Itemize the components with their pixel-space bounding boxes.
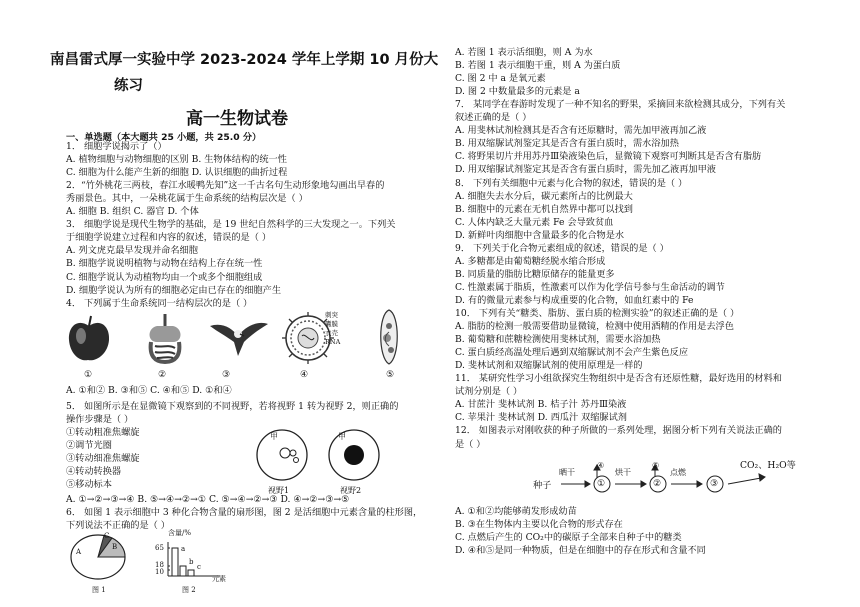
right-question-line: C. 将野果切片并用苏丹Ⅲ染液染色后，显微镜下观察可判断其是否含有脂肪 <box>455 151 762 163</box>
flow-node-4: ④ <box>597 461 605 470</box>
right-question-line: 试剂分别是（ ） <box>455 386 523 398</box>
q6-line-2: 下列说法不正确的是（ ） <box>66 520 170 531</box>
digestive-system-image <box>143 312 187 370</box>
bar-xlabel: 元素 <box>212 575 226 583</box>
right-question-line: B. 葡萄糖和蔗糖检测使用斐林试剂，需要水浴加热 <box>455 334 661 346</box>
bar-tick-10: 10 <box>155 568 164 576</box>
right-question-line: A. 若图 1 表示活细胞，则 A 为水 <box>455 47 593 58</box>
q5-line: ③转动细准焦螺旋 <box>66 453 140 465</box>
right-question-line: 11． 某研究性学习小组欲探究生物组织中是否含有还原性糖，最好选用的材料和 <box>455 373 782 385</box>
right-question-line: C. 苹果汁 斐林试剂 D. 西瓜汁 双缩脲试剂 <box>455 412 627 424</box>
image-label-4: ④ <box>300 369 309 380</box>
flow-products: CO₂、H₂O等 <box>740 460 796 471</box>
q12-option-line: C. 点燃后产生的 CO₂中的碳原子全部来自种子中的糖类 <box>455 532 682 544</box>
left-question-line: 3． 细胞学说是现代生物学的基础，是 19 世纪自然科学的三大发现之一。下列关 <box>66 219 396 231</box>
image-label-5: ⑤ <box>386 369 395 380</box>
q6-line-1: 6． 如图 1 表示细胞中 3 种化合物含量的扇形图，图 2 是活细胞中元素含量的柱形图， <box>66 507 423 518</box>
image-label-1: ① <box>84 369 93 380</box>
bar-label-c: c <box>197 563 201 571</box>
right-question-line: D. 有的微量元素参与构成重要的化合物，如血红素中的 Fe <box>455 294 694 306</box>
view1-label: 甲 <box>270 432 278 441</box>
right-question-line: C. 人体内缺乏大量元素 Fe 会导致贫血 <box>455 216 614 228</box>
flow-step-dry: 晒干 <box>559 468 575 477</box>
q12-option-line: A. ①和②均能够萌发形成幼苗 <box>455 506 577 517</box>
virus-label-4: RNA <box>325 338 341 346</box>
right-question-line: 叙述正确的是（ ） <box>455 112 532 124</box>
left-question-line: 4． 下列属于生命系统同一结构层次的是（ ） <box>66 297 253 309</box>
flow-seed: 种子 <box>533 480 552 491</box>
view-field-2 <box>327 428 381 486</box>
image-label-3: ③ <box>222 369 231 380</box>
right-question-line: B. 若图 1 表示细胞干重，则 A 为蛋白质 <box>455 60 621 72</box>
q4-options: A. ①和② B. ③和⑤ C. ④和⑤ D. ①和④ <box>66 385 232 396</box>
q5-options: A. ①→②→③→④ B. ⑤→④→②→① C. ⑤→④→②→③ D. ④→②→③→⑤ <box>66 494 350 505</box>
left-question-line: 2．“竹外桃花三两枝，春江水暖鸭先知”这一千古名句生动形象地勾画出早春的 <box>66 180 385 192</box>
bar-ylabel: 含量/% <box>168 529 192 537</box>
right-question-line: 7． 某同学在春游时发现了一种不知名的野果，采摘回来欲检测其成分，下列有关 <box>455 99 786 111</box>
exam-title-line1: 南昌雷式厚一实验中学 2023-2024 学年上学期 10 月份大 <box>50 52 439 68</box>
image-label-2: ② <box>158 369 167 380</box>
left-question-line: 秀丽景色。其中，一朵桃花属于生命系统的结构层次是（ ） <box>66 193 308 205</box>
left-question-line: B. 细胞学说说明植物与动物在结构上存在统一性 <box>66 258 263 270</box>
right-question-line: D. 新鲜叶肉细胞中含量最多的化合物是水 <box>455 229 625 241</box>
right-question-line: 12． 如图表示对刚收获的种子所做的一系列处理，据图分析下列有关说法正确的 <box>455 425 782 437</box>
flow-node-3: ③ <box>710 478 719 489</box>
virus-label-3: 衣壳 <box>325 329 338 337</box>
q5-line: ①转动粗准焦螺旋 <box>66 427 140 439</box>
left-question-line: C. 细胞学说认为动植物均由一个或多个细胞组成 <box>66 271 263 283</box>
section-heading: 一、单选题（本大题共 25 小题，共 25.0 分） <box>66 132 262 143</box>
bar-label-b: b <box>189 558 194 566</box>
pie-label-b: B <box>112 543 118 551</box>
left-question-line: A. 细胞 B. 组织 C. 器官 D. 个体 <box>66 206 199 218</box>
left-question-line: C. 细胞为什么能产生新的细胞 D. 认识细胞的曲折过程 <box>66 167 288 179</box>
view1-caption: 视野1 <box>268 486 290 495</box>
q12-option-line: B. ③在生物体内主要以化合物的形式存在 <box>455 519 623 531</box>
right-question-line: B. 细胞中的元素在无机自然界中都可以找到 <box>455 203 633 215</box>
right-question-line: C. 图 2 中 a 是氧元素 <box>455 73 546 85</box>
view-field-1 <box>255 428 309 486</box>
pie-chart-figure1 <box>68 532 128 586</box>
right-question-line: C. 蛋白质经高温处理后遇到双缩脲试剂不会产生紫色反应 <box>455 347 689 359</box>
flow-step-burn: 点燃 <box>670 468 686 477</box>
flow-step-bake: 烘干 <box>615 468 631 477</box>
flow-node-1: ① <box>597 478 606 489</box>
right-question-line: 9． 下列关于化合物元素组成的叙述，错误的是（ ） <box>455 242 669 254</box>
right-question-line: A. 甘蔗汁 斐林试剂 B. 桔子汁 苏丹Ⅲ染液 <box>455 399 627 411</box>
left-question-line: A. 列文虎克最早发现并命名细胞 <box>66 245 198 257</box>
fig1-caption: 图 1 <box>92 586 106 594</box>
left-question-line: 1． 细胞学说揭示了（） <box>66 141 167 152</box>
virus-label-2: 囊膜 <box>325 320 338 328</box>
bar-label-a: a <box>181 545 186 553</box>
q5-line: ⑤移动标本 <box>66 479 112 491</box>
pie-label-a: A <box>76 548 82 556</box>
exam-subtitle: 高一生物试卷 <box>186 109 288 129</box>
right-question-line: B. 同质量的脂肪比糖原储存的能量更多 <box>455 268 615 280</box>
fig2-caption: 图 2 <box>182 586 196 594</box>
q5-line: 5． 如图所示是在显微镜下观察到的不同视野，若将视野 1 转为视野 2，则正确的 <box>66 401 399 412</box>
exam-title-line2: 练习 <box>114 78 143 94</box>
right-question-line: D. 斐林试剂和双缩脲试剂的使用原理是一样的 <box>455 360 643 372</box>
right-question-line: C. 性激素属于脂质，性激素可以作为化学信号参与生命活动的调节 <box>455 281 725 293</box>
q12-option-line: D. ④和⑤是同一种物质，但是在细胞中的存在形式和含量不同 <box>455 545 706 557</box>
q5-line: ④转动转换器 <box>66 466 122 478</box>
right-question-line: A. 多糖都是由葡萄糖经脱水缩合形成 <box>455 255 606 267</box>
right-question-line: A. 脂肪的检测一般需要借助显微镜，检测中使用酒精的作用是去浮色 <box>455 321 734 333</box>
flow-node-2: ② <box>653 478 662 489</box>
bar-tick-18: 18 <box>155 561 164 569</box>
paramecium-image <box>376 308 402 370</box>
right-question-line: D. 图 2 中数量最多的元素是 a <box>455 86 580 98</box>
view2-caption: 视野2 <box>340 486 362 495</box>
left-question-line: 于细胞学说建立过程和内容的叙述，错误的是（ ） <box>66 232 272 244</box>
right-question-line: 10． 下列有关“糖类、脂肪、蛋白质的检测实验”的叙述正确的是（ ） <box>455 308 740 319</box>
left-question-line: D. 细胞学说认为所有的细胞必定由已存在的细胞产生 <box>66 284 282 296</box>
right-question-line: D. 用双缩脲试剂鉴定其是否含有蛋白质时，需先加乙液再加甲液 <box>455 164 716 176</box>
eagle-image <box>208 318 270 362</box>
view2-label: 甲 <box>338 432 346 441</box>
flow-node-5: ⑤ <box>652 461 660 470</box>
right-question-line: B. 用双缩脲试剂鉴定其是否含有蛋白质时，需水浴加热 <box>455 138 679 150</box>
q5-line: 操作步骤是（ ） <box>66 414 134 426</box>
right-question-line: A. 用斐林试剂检测其是否含有还原糖时，需先加甲液再加乙液 <box>455 125 707 137</box>
pie-label-c: C <box>104 532 110 540</box>
bar-tick-65: 65 <box>155 544 164 552</box>
apple-image <box>66 314 112 368</box>
right-question-line: A. 细胞失去水分后，碳元素所占的比例最大 <box>455 190 633 202</box>
q5-line: ②调节光圈 <box>66 440 112 452</box>
right-question-line: 是（ ） <box>455 438 486 450</box>
right-question-line: 8． 下列有关细胞中元素与化合物的叙述，错误的是（ ） <box>455 177 688 189</box>
virus-label-1: 刺突 <box>325 311 338 319</box>
left-question-line: A. 植物细胞与动物细胞的区别 B. 生物体结构的统一性 <box>66 154 287 166</box>
